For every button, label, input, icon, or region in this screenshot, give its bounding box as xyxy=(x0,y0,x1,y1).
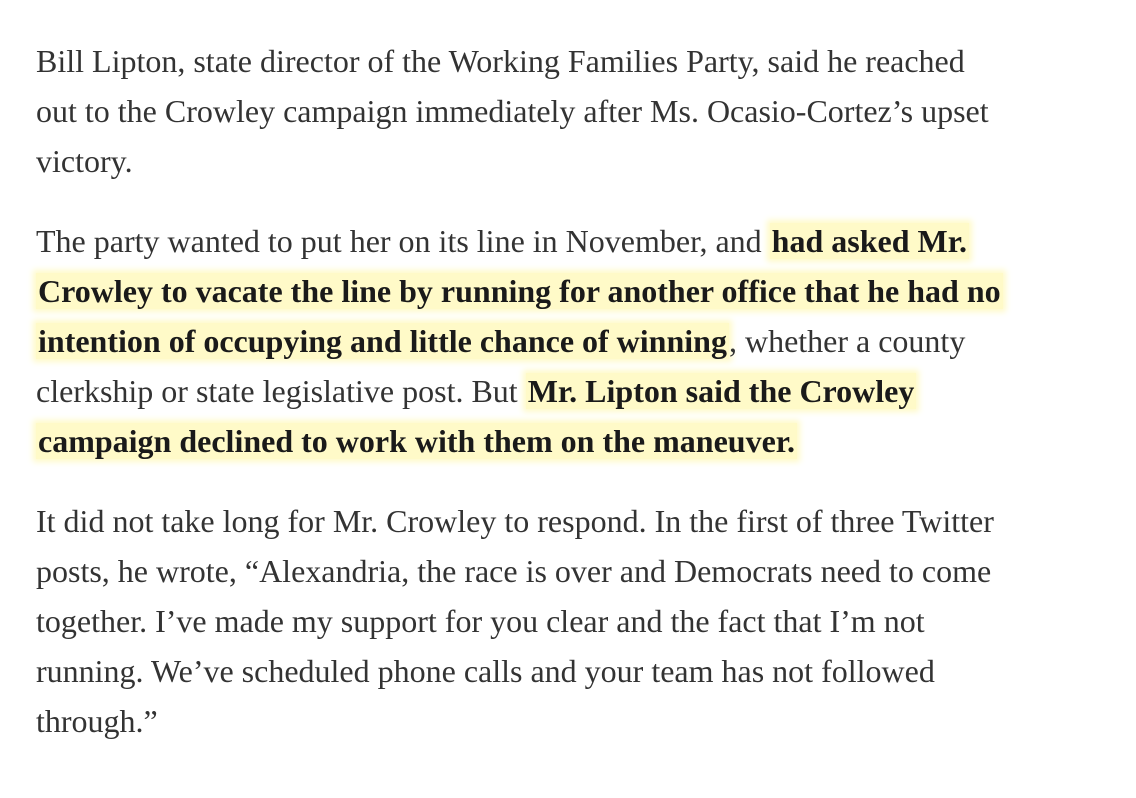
highlighted-text-declined: Mr. Lipton said the Crowley campaign declined to work with them on the maneuver. xyxy=(38,373,915,459)
article-body xyxy=(36,36,1116,776)
paragraph-crowley-response: It did not take long for Mr. Crowley to respond. In the first of three Twitter posts, he wrote, “Alexandria, the race is over and Democrats need to come together. I’ve made my support for you clear and the fact that I’m not running. We’ve scheduled phone calls and your team has not followed through.” xyxy=(36,503,994,739)
paragraph-lipton-statement: Bill Lipton, state director of the Working Families Party, said he reached out to the Crowley campaign immediately after Ms. Ocasio-Cortez’s upset victory. xyxy=(36,43,989,179)
paragraph-text: The party wanted to put her on its line in November, and xyxy=(36,223,770,259)
paragraph-text: , whether a county clerkship or state legislative post. But xyxy=(36,323,966,409)
highlighted-text-vacate-line: had asked Mr. Crowley to vacate the line by running for another office that he had no intention of occupying and little chance of winning xyxy=(38,223,1001,359)
paragraph-party-request xyxy=(36,216,1116,466)
